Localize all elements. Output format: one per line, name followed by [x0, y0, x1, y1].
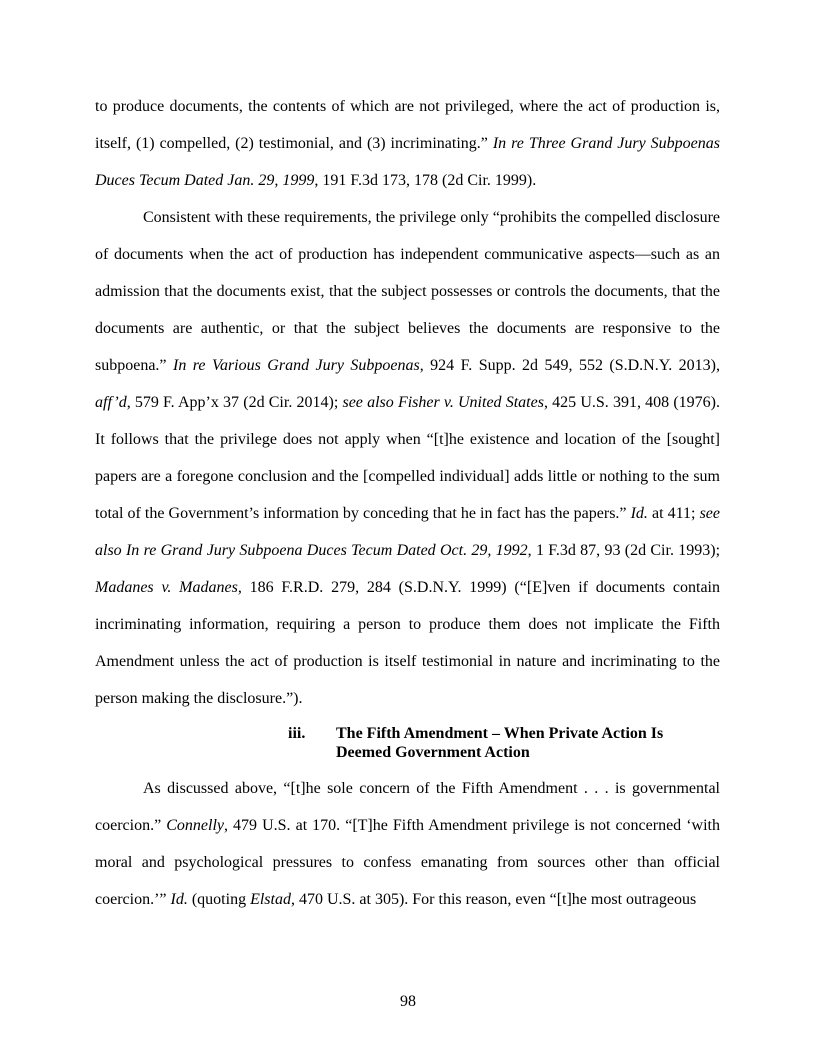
- heading-text: The Fifth Amendment – When Private Action Is Deemed Government Action: [336, 725, 664, 761]
- text-segment: (quoting: [187, 891, 251, 908]
- case-citation: Connelly: [166, 817, 224, 834]
- text-segment: , 425 U.S. 391, 408 (1976). It follows that the privilege does not apply when “[t]he existence and location of the [sought] papers are a foregone conclusion and the [compelled individual] adds little or nothing to the sum total of the Government’s information by conceding that he in fact has the papers.”: [95, 394, 721, 522]
- document-body: [95, 88, 720, 918]
- paragraph: [95, 88, 720, 199]
- text-segment: , 186 F.R.D. 279, 284 (S.D.N.Y. 1999) (“[E]ven if documents contain incriminating information, requiring a person to produce them does not implicate the Fifth Amendment unless the act of production is itself testimonial in nature and incriminating to the person making the disclosure.”).: [95, 579, 720, 707]
- case-citation: In re Various Grand Jury Subpoenas: [172, 357, 420, 374]
- text-segment: at 411;: [647, 505, 700, 522]
- paragraph: [95, 770, 720, 918]
- case-citation: Madanes v. Madanes: [95, 579, 238, 596]
- page-number: 98: [400, 993, 416, 1010]
- text-segment: Consistent with these requirements, the privilege only “prohibits the compelled disclosure of documents when the act of production has independent communicative aspects—such as an admission that the documents exist, that the subject possesses or controls the documents, that the documents are authentic, or that the subject believes the documents are responsive to the subpoena.”: [95, 209, 720, 374]
- paragraph: [95, 199, 720, 717]
- text-segment: , 470 U.S. at 305). For this reason, even “[t]he most outrageous: [290, 891, 697, 908]
- case-citation: Id.: [170, 891, 188, 908]
- case-citation: Id.: [630, 505, 648, 522]
- text-segment: , 579 F. App’x 37 (2d Cir. 2014);: [126, 394, 343, 411]
- heading-number: iii.: [288, 725, 306, 742]
- text-segment: As discussed above, “[t]he sole concern of the Fifth Amendment . . . is governmental coercion.”: [95, 780, 720, 834]
- text-segment: , 191 F.3d 173, 178 (2d Cir. 1999).: [314, 172, 537, 189]
- case-citation: see also Fisher v. United States: [342, 394, 544, 411]
- case-citation: see also In re Grand Jury Subpoena Duces Tecum Dated Oct. 29, 1992: [95, 505, 720, 559]
- text-segment: to produce documents, the contents of which are not privileged, where the act of production is, itself, (1) compelled, (2) testimonial, and (3) incriminating.”: [95, 98, 720, 152]
- case-citation: Elstad: [250, 891, 291, 908]
- section-heading: [288, 724, 720, 762]
- text-segment: , 924 F. Supp. 2d 549, 552 (S.D.N.Y. 2013),: [419, 357, 721, 374]
- text-segment: , 1 F.3d 87, 93 (2d Cir. 1993);: [527, 542, 721, 559]
- text-segment: , 479 U.S. at 170. “[T]he Fifth Amendment privilege is not concerned ‘with moral and psychological pressures to confess emanating from sources other than official coercion.’”: [95, 817, 721, 908]
- case-citation: In re Three Grand Jury Subpoenas Duces Tecum Dated Jan. 29, 1999: [95, 135, 721, 189]
- case-citation: aff’d: [95, 394, 127, 411]
